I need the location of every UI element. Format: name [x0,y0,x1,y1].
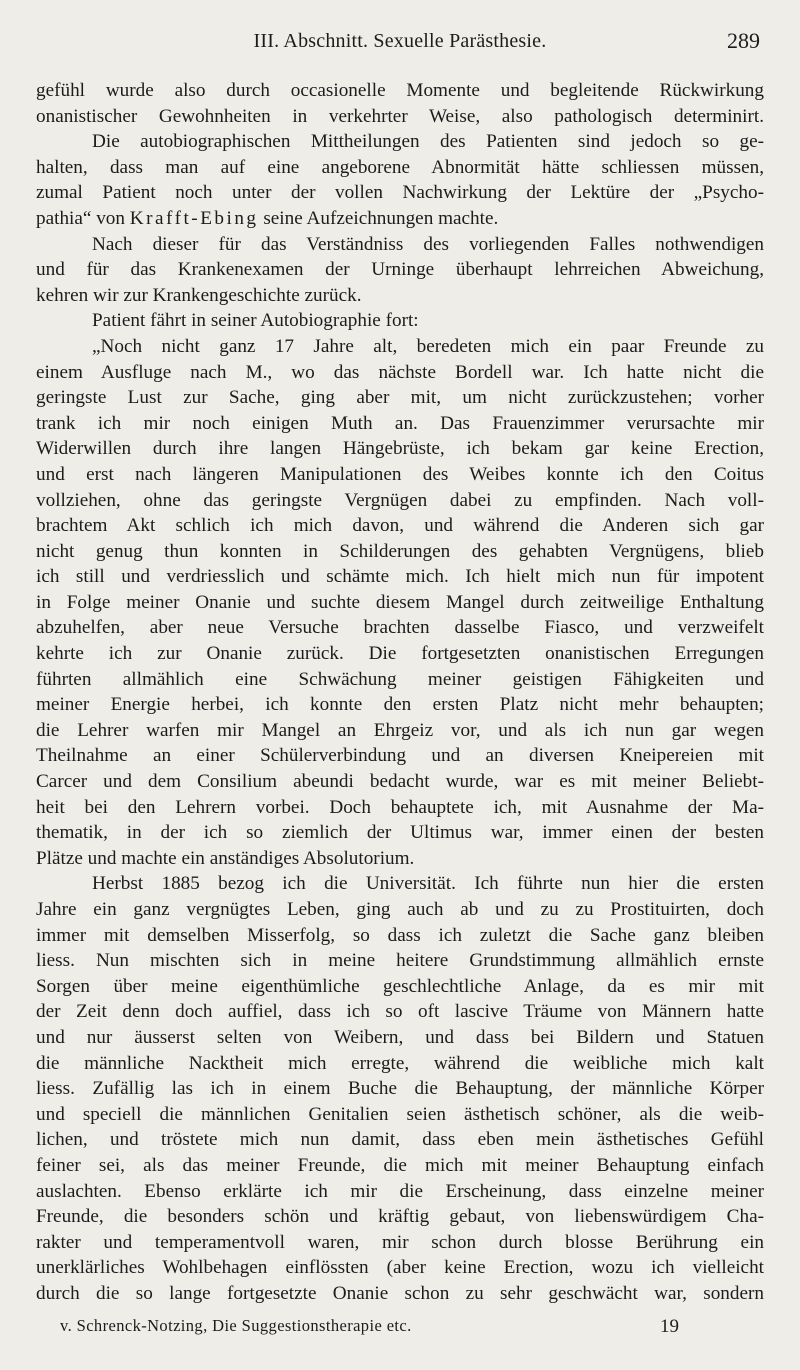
body-text [36,78,764,1307]
text-line: führten allmählich eine Schwächung meiner geistigen Fähigkeiten und [36,668,764,690]
running-header [36,30,764,60]
text-line: Patient fährt in seiner Autobiographie fort: [92,310,419,332]
text-line: immer mit demselben Misserfolg, so dass ich zuletzt die Sache ganz bleiben [36,924,764,946]
text-line: in Folge meiner Onanie und suchte diesem Mangel durch zeitweilige Enthaltung [36,591,764,613]
text-line: halten, dass man auf eine angeborene Abnormität hätte schliessen müssen, [36,156,764,178]
text-line [36,206,764,232]
page-number: 289 [727,28,760,53]
footer-signature: v. Schrenck-Notzing, Die Suggestionstherapie etc. [60,1316,412,1335]
text-line: und erst nach längeren Manipulationen des Weibes konnte ich den Coitus [36,463,764,485]
text-line: Die autobiographischen Mittheilungen des Patienten sind jedoch so ge- [92,131,764,153]
text-line: thematik, in der ich so ziemlich der Ultimus war, immer einen der besten [36,822,764,844]
text-line: abzuhelfen, aber neue Versuche brachten dasselbe Fiasco, und verzweifelt [36,617,764,639]
text-line: und speciell die männlichen Genitalien seien ästhetisch schöner, als die weib- [36,1103,764,1125]
text-line: rakter und temperamentvoll waren, mir schon durch blosse Berührung ein [36,1231,764,1253]
text-line: feiner sei, als das meiner Freunde, die mich mit meiner Behauptung einfach [36,1154,764,1176]
text-segment: pathia“ von [36,207,125,229]
text-line: die männliche Nacktheit mich erregte, während die weibliche mich kalt [36,1052,764,1074]
text-line: trank ich mir noch einigen Muth an. Das Frauenzimmer verursachte mir [36,412,764,434]
text-line: Sorgen über meine eigenthümliche geschlechtliche Anlage, da es mir mit [36,975,764,997]
author-name: Krafft-Ebing [129,207,259,229]
text-line: kehrte ich zur Onanie zurück. Die fortgesetzten onanistischen Erregungen [36,643,764,665]
text-line: die Lehrer warfen mir Mangel an Ehrgeiz vor, und als ich nun gar wegen [36,719,764,741]
text-line: durch die so lange fortgesetzte Onanie schon zu sehr geschwächt war, sondern [36,1282,764,1304]
text-line: liess. Nun mischten sich in meine heitere Grundstimmung allmählich ernste [36,950,764,972]
text-line: nicht genug thun konnten in Schilderungen des gehabten Vergnügens, blieb [36,540,764,562]
text-line: Plätze und machte ein anständiges Absolutorium. [36,847,415,869]
text-line: Nach dieser für das Verständniss des vorliegenden Falles nothwendigen [92,233,764,255]
text-line: unerklärliches Wohlbehagen einflössten (aber keine Erection, wozu ich vielleicht [36,1257,764,1279]
text-line: liess. Zufällig las ich in einem Buche die Behauptung, der männliche Körper [36,1078,764,1100]
text-line: Herbst 1885 bezog ich die Universität. Ich führte nun hier die ersten [92,873,764,895]
text-line: „Noch nicht ganz 17 Jahre alt, beredeten mich ein paar Freunde zu [92,335,764,357]
running-header-title: III. Abschnitt. Sexuelle Parästhesie. [253,30,547,52]
text-line: vollziehen, ohne das geringste Vergnügen dabei zu empfinden. Nach voll- [36,489,764,511]
text-line: heit bei den Lehrern vorbei. Doch behauptete ich, mit Ausnahme der Ma- [36,796,764,818]
text-line: Jahre ein ganz vergnügtes Leben, ging auch ab und zu zu Prostituirten, doch [36,899,764,920]
text-line: Carcer und dem Consilium abeundi bedacht wurde, war es mit meiner Beliebt- [36,771,764,793]
text-line: einem Ausfluge nach M., wo das nächste Bordell war. Ich hatte nicht die [36,361,764,383]
text-line: auslachten. Ebenso erklärte ich mir die Erscheinung, dass einzelne meiner [36,1180,764,1202]
signature-number: 19 [660,1316,679,1337]
text-line: gefühl wurde also durch occasionelle Momente und begleitende Rückwirkung [36,80,764,101]
text-line: der Zeit denn doch auffiel, dass ich so oft lascive Träume von Männern hatte [36,1001,764,1023]
text-line: Freunde, die besonders schön und kräftig gebaut, von liebenswürdigem Cha- [36,1206,764,1228]
text-line: brachtem Akt schlich ich mich davon, und während die Anderen sich gar [36,515,764,537]
text-line: lichen, und tröstete mich nun damit, dass eben mein ästhetisches Gefühl [36,1129,764,1151]
text-line: geringste Lust zur Sache, ging aber mit, um nicht zurückzustehen; vorher [36,387,764,409]
text-segment: seine Aufzeichnungen machte. [263,207,499,229]
text-line: und nur äusserst selten von Weibern, und dass bei Bildern und Statuen [36,1026,764,1048]
text-line: ich still und verdriesslich und schämte mich. Ich hielt mich nun für impotent [36,566,764,588]
text-line: zumal Patient noch unter der vollen Nachwirkung der Lektüre der „Psycho- [36,182,764,204]
text-line: meiner Energie herbei, ich konnte den ersten Platz nicht mehr behaupten; [36,694,764,716]
text-line: und für das Krankenexamen der Urninge überhaupt lehrreichen Abweichung, [36,259,764,281]
page-footer [60,1316,760,1344]
text-line: kehren wir zur Krankengeschichte zurück. [36,284,362,306]
text-line: onanistischer Gewohnheiten in verkehrter Weise, also pathologisch determinirt. [36,105,764,127]
text-line: Theilnahme an einer Schülerverbindung und an diversen Kneipereien mit [36,745,764,767]
text-line: Widerwillen durch ihre langen Hängebrüste, ich bekam gar keine Erection, [36,438,764,460]
